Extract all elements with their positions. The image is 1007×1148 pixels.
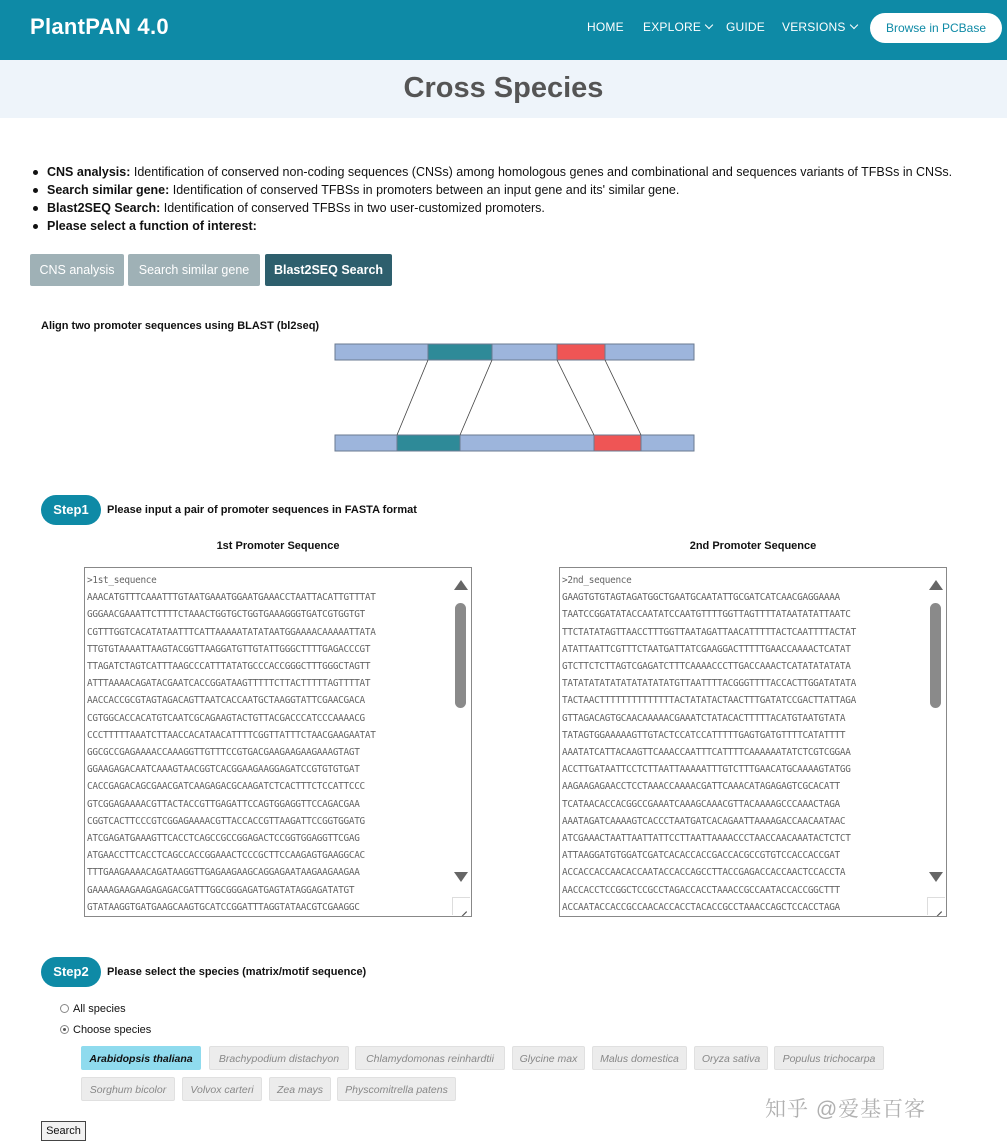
nav-guide-label: GUIDE <box>726 20 766 34</box>
seq2-scrollbar[interactable] <box>924 568 946 916</box>
subject-match-block-2 <box>594 435 641 451</box>
species-chip-chlamydomonas-reinhardtii[interactable]: Chlamydomonas reinhardtii <box>355 1046 505 1070</box>
resize-handle-icon[interactable] <box>452 897 470 915</box>
list-item <box>30 217 952 235</box>
alignment-diagram <box>330 340 700 458</box>
scroll-thumb[interactable] <box>455 603 466 708</box>
nav-versions-label: VERSIONS <box>782 20 846 34</box>
species-chip-glycine-max[interactable]: Glycine max <box>512 1046 585 1070</box>
resize-handle-icon[interactable] <box>927 897 945 915</box>
species-chip-volvox-carteri[interactable]: Volvox carteri <box>182 1077 262 1101</box>
alignment-line <box>557 360 594 435</box>
alignment-line <box>397 360 428 435</box>
list-item <box>30 199 952 217</box>
radio-icon[interactable] <box>60 1004 69 1013</box>
watermark: 知乎 @爱基百客 <box>765 1098 927 1121</box>
species-chip-malus-domestica[interactable]: Malus domestica <box>592 1046 687 1070</box>
scroll-up-icon[interactable] <box>454 580 468 590</box>
align-title: Align two promoter sequences using BLAST (bl2seq) <box>41 320 320 332</box>
alignment-line <box>460 360 492 435</box>
brand-logo[interactable]: PlantPAN 4.0 <box>30 14 169 39</box>
scroll-up-icon[interactable] <box>929 580 943 590</box>
seq1-scrollbar[interactable] <box>449 568 471 916</box>
query-sequence-bar <box>335 344 694 360</box>
radio-label: Choose species <box>73 1024 152 1036</box>
species-chip-arabidopsis-thaliana[interactable]: Arabidopsis thaliana <box>81 1046 201 1070</box>
nav-versions[interactable] <box>782 20 857 34</box>
chevron-down-icon <box>705 21 713 29</box>
scroll-down-icon[interactable] <box>929 872 943 882</box>
browse-pcbase-button[interactable]: Browse in PCBase <box>870 13 1002 43</box>
list-item <box>30 181 952 199</box>
nav-home[interactable] <box>587 20 624 34</box>
step1-instruction: Please input a pair of promoter sequences in FASTA format <box>107 504 417 516</box>
cns-analysis-button[interactable]: CNS analysis <box>30 254 124 286</box>
species-chip-sorghum-bicolor[interactable]: Sorghum bicolor <box>81 1077 175 1101</box>
search-similar-gene-button[interactable]: Search similar gene <box>128 254 260 286</box>
species-chip-brachypodium-distachyon[interactable]: Brachypodium distachyon <box>209 1046 349 1070</box>
blast2seq-search-button[interactable]: Blast2SEQ Search <box>265 254 392 286</box>
bullet-term: Search similar gene: <box>47 183 170 197</box>
page-title: Cross Species <box>403 72 604 104</box>
bullet-text: Identification of conserved non-coding sequences (CNSs) among homologous genes and combinational and sequences variants of TFBSs in CNSs. <box>130 165 953 179</box>
bullet-text: Identification of conserved TFBSs in promoters between an input gene and its' similar gene. <box>169 183 680 197</box>
step2-badge: Step2 <box>41 957 101 987</box>
alignment-line <box>605 360 641 435</box>
bullet-term: CNS analysis: <box>47 165 131 179</box>
list-item <box>30 163 952 181</box>
nav-guide[interactable] <box>726 20 765 34</box>
query-match-block-2 <box>557 344 605 360</box>
all-species-radio[interactable] <box>60 1003 126 1015</box>
seq2-title: 2nd Promoter Sequence <box>689 540 817 552</box>
nav-explore[interactable] <box>643 20 712 34</box>
query-match-block-1 <box>428 344 492 360</box>
bullet-term: Blast2SEQ Search: <box>47 201 161 215</box>
seq1-textarea[interactable] <box>84 567 472 917</box>
scroll-thumb[interactable] <box>930 603 941 708</box>
seq1-text: >1st_sequence AAACATGTTTCAAATTTGTAATGAAATGGAATGAAACCTAATTACATTGTTTAT GGGAACGAAATTCTTTTCTAAACTGGTGCTGGTGAAAGGGTGATCGTGGTGT CGTTTGGTCACATATAATTTCATTAAAAATATATAATGGAAAACAAAAATTATA TTGTGTAAAATTAAGTACGGTTAAGGATGTTGTATTGGGCTTTTGAGACCCGT TTAGATCTAGTCATTTAAGCCCATTTATATGCCCACCGGGCTTTGGGCTAGTT ATTTAAAACAGATACGAATCACCGGATAAGTTTTTCTTACTTTTTAGTTTTAT AACCACCGCGTAGTAGACAGTTAATCACCAATGCTAAGGTATTCGAACGACA CGTGGCACCACATGTCAATCGCAGAAGTACTGTTACGACCCATCCCAAAACG CCCTTTTTAAATCTTAACCACATAACATTTTCGGTTATTTCTAACGAAGAATAT GGCGCCGAGAAAACCAAAGGTTGTTTCCGTGACGAAGAAGAAGAAAGTAGT GGAAGAGACAATCAAAGTAACGGTCACGGAAGAAGGAGATCCGTGTGTGAT CACCGAGACAGCGAACGATCAAGAGACGCAAGATCTCACTTTCTCCATTCCC GTCGGAGAAAACGTTACTACCGTTGAGATTCCAGTGGAGGTTCCAGACGAA CGGTCACTTCCCGTCGGAGAAAACGTTACCACCGTTAAGATTCCGGTGGATG ATCGAGATGAAAGTTCACCTCAGCCGCCGGAGACTCCGGTGGAGGTTCGAG ATGAACCTTCACCTCAGCCACCGGAAACTCCCGCTTCCAAGAGTGAAGGCAC TTTGAAGAAAACAGATAAGGTTGAGAAGAAGCAGGAGAATAAGAAGAAGAA GAAAAGAAGAAGAGAGACGATTTGGCGGGAGATGAGTATAGGAGATATGT GTATAAGGTGATGAAGCAAGTGCATCCGGATTTAGGTATAACGTCGAAGGC <box>87 575 376 913</box>
seq2-textarea[interactable] <box>559 567 947 917</box>
scroll-down-icon[interactable] <box>454 872 468 882</box>
species-chip-zea-mays[interactable]: Zea mays <box>269 1077 331 1101</box>
species-chip-populus-trichocarpa[interactable]: Populus trichocarpa <box>774 1046 884 1070</box>
radio-label: All species <box>73 1003 126 1015</box>
species-chip-oryza-sativa[interactable]: Oryza sativa <box>694 1046 768 1070</box>
chevron-down-icon <box>849 21 857 29</box>
bullet-term: Please select a function of interest: <box>47 219 257 233</box>
radio-icon[interactable] <box>60 1025 69 1034</box>
search-button[interactable]: Search <box>41 1121 86 1141</box>
seq1-title: 1st Promoter Sequence <box>216 540 340 552</box>
function-description-list <box>30 163 952 235</box>
nav-explore-label: EXPLORE <box>643 20 702 34</box>
step2-instruction: Please select the species (matrix/motif sequence) <box>107 966 367 978</box>
choose-species-radio[interactable] <box>60 1024 151 1036</box>
species-chip-physcomitrella-patens[interactable]: Physcomitrella patens <box>337 1077 456 1101</box>
nav-home-label: HOME <box>587 20 624 34</box>
seq2-text: >2nd_sequence GAAGTGTGTAGTAGATGGCTGAATGCAATATTGCGATCATCAACGAGGAAAA TAATCCGGATATACCAATATCCAATGTTTTGGTTAGTTTTATAATATATTAATC TTCTATATAGTTAACCTTTGGTTAATAGATTAACATTTTTACTCAATTTTACTAT ATATTAATTCGTTTCTAATGATTATCGAAGGACTTTTTGAACCAAAACTCATAT GTCTTCTCTTAGTCGAGATCTTTCAAAACCCTTGACCAAACTCATATATATATA TATATATATATATATATATATGTTAATTTTACGGGTTTTACCACTTGGATATATA TACTAACTTTTTTTTTTTTTTACTATATACTAACTTTGATATCCGACTTATTAGA GTTAGACAGTGCAACAAAAACGAAATCTATACACTTTTTACATGTAATGTATA TATAGTGGAAAAAGTTGTACTCCATCCATTTTTGAGTGATGTTTTCATATTTT AAATATCATTACAAGTTCAAACCAATTTCATTTTCAAAAAATATCTCGTCGGAA ACCTTGATAATTCCTCTTAATTAAAAATTTGTCTTTGAACATGCAAAAGTATGG AAGAAGAGAACCTCCTAAACCAAAACGATTCAAACATAGAGAGTCGCACATT TCATAACACCACGGCCGAAATCAAAGCAAACGTTACAAAAGCCCAAACTAGA AAATAGATCAAAAGTCACCCTAATGATCACAGAATTAAAAGACCAACAATAAC ATCGAAACTAATTAATTATTCCTTAATTAAAACCCTAACCAACAAATACTCTCT ATTAAGGATGTGGATCGATCACACCACCGACCACGCCGTGTCCACCACCGAT ACCACCACCAACACCAATACCACCAGCCTTACCGAGACCACCAACTCCACCTA AACCACCTCCGGCTCCGCCTAGACCACCTAAACCGCCAATACCACCGGCTTT ACCAATACCACCGCCAACACCACCTACACCGCCTAAACCAGCTCCACCTAGA <box>562 575 856 913</box>
bullet-text: Identification of conserved TFBSs in two user-customized promoters. <box>160 201 545 215</box>
step1-badge: Step1 <box>41 495 101 525</box>
subject-match-block-1 <box>397 435 460 451</box>
